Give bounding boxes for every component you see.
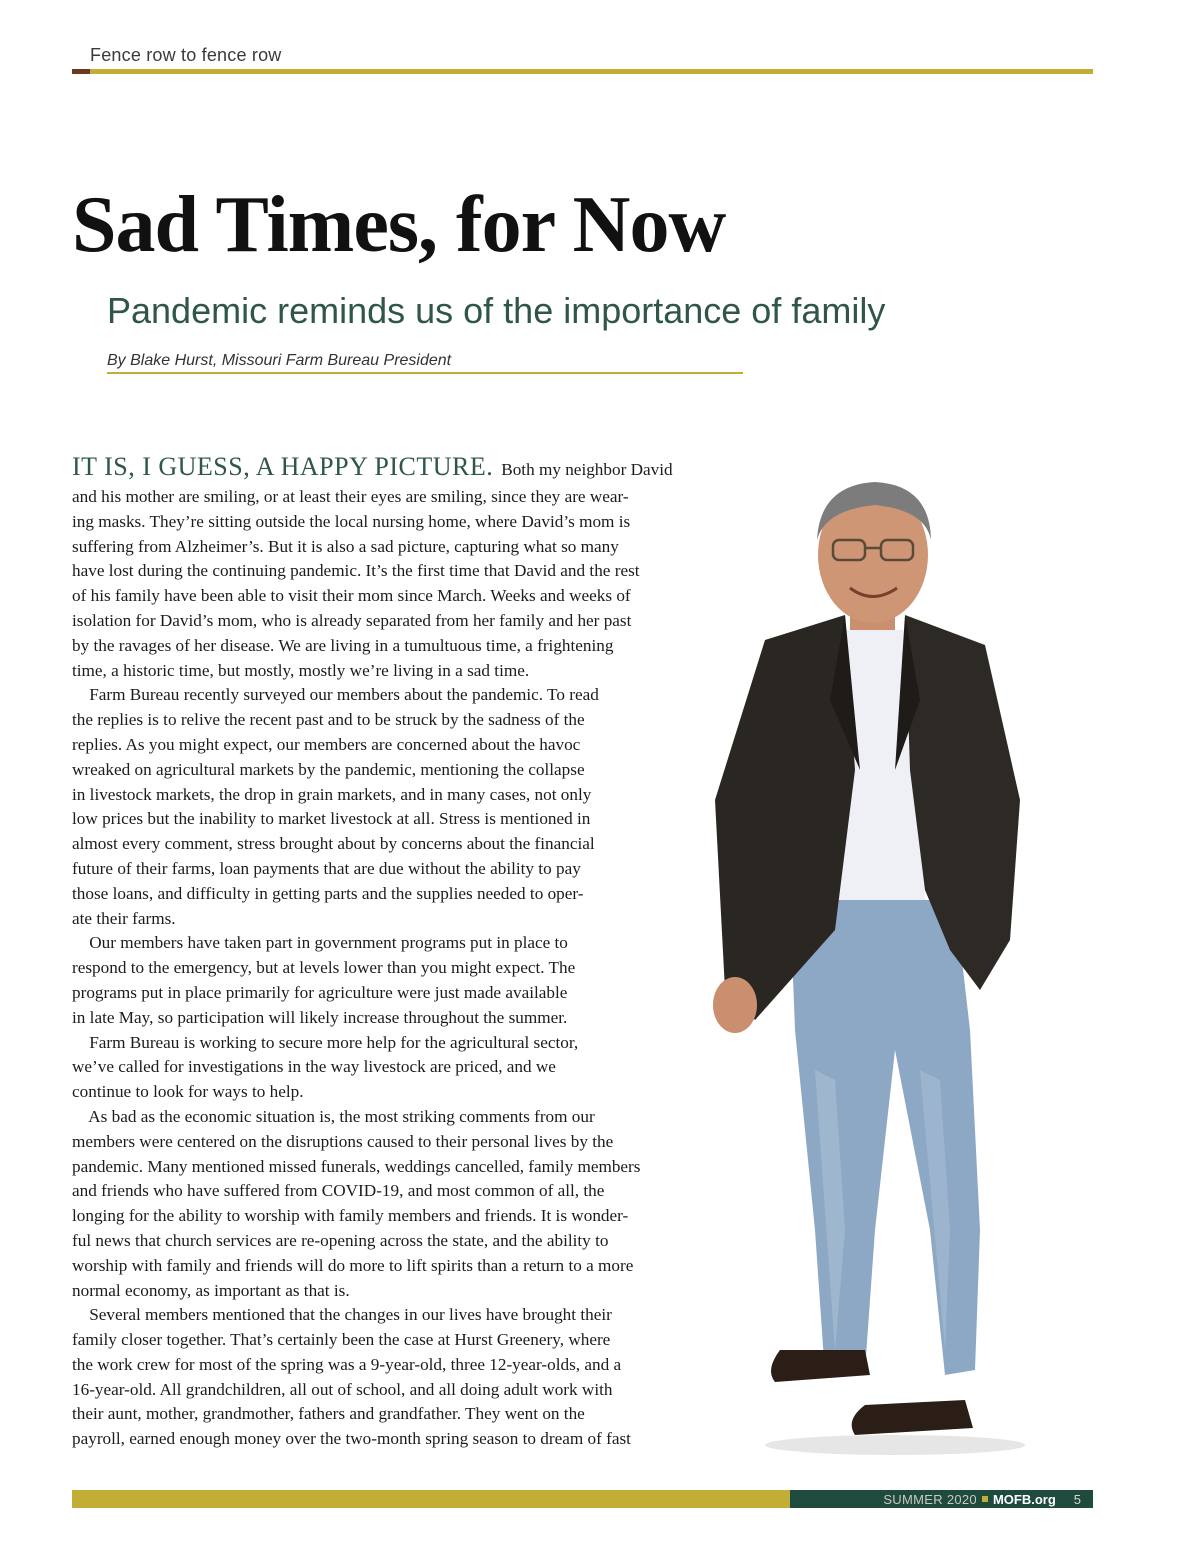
footer-website-link[interactable]: MOFB.org — [992, 1491, 1056, 1507]
article-line: worship with family and friends will do more to lift spirits than a return to a more — [72, 1255, 634, 1275]
article-body — [72, 452, 752, 1452]
article-line: in late May, so participation will likely increase throughout the summer. — [72, 1007, 568, 1027]
article-line: family closer together. That’s certainly been the case at Hurst Greenery, where — [72, 1330, 611, 1350]
footer-separator-icon — [982, 1496, 988, 1502]
article-line: of his family have been able to visit their mom since March. Weeks and weeks of — [72, 586, 631, 606]
article-line: normal economy, as important as that is. — [72, 1280, 350, 1300]
article-title: Sad Times, for Now — [72, 181, 726, 269]
article-line: ate their farms. — [72, 908, 176, 928]
byline: By Blake Hurst, Missouri Farm Bureau President — [107, 352, 452, 369]
article-line: the replies is to relive the recent past and to be struck by the sadness of the — [72, 710, 585, 730]
article-line: replies. As you might expect, our members are concerned about the havoc — [72, 734, 581, 754]
article-line: ing masks. They’re sitting outside the local nursing home, where David’s mom is — [72, 511, 631, 531]
footer-issue-season: SUMMER 2020 — [883, 1491, 977, 1507]
footer-bar — [790, 1490, 1093, 1508]
article-line: low prices but the inability to market livestock at all. Stress is mentioned in — [72, 809, 591, 829]
article-line: pandemic. Many mentioned missed funerals, weddings cancelled, family members — [72, 1156, 641, 1176]
article-subtitle: Pandemic reminds us of the importance of family — [107, 290, 886, 331]
article-line: 16-year-old. All grandchildren, all out of school, and all doing adult work with — [72, 1379, 613, 1399]
article-line: in livestock markets, the drop in grain markets, and in many cases, not only — [72, 784, 592, 804]
lead-in: IT IS, I GUESS, A HAPPY PICTURE. — [72, 452, 494, 481]
article-line: have lost during the continuing pandemic. It’s the first time that David and the rest — [72, 561, 640, 581]
article-line: we’ve called for investigations in the way livestock are priced, and we — [72, 1057, 556, 1077]
article-line: As bad as the economic situation is, the most striking comments from our — [72, 1106, 595, 1126]
article-line: by the ravages of her disease. We are living in a tumultuous time, a frightening — [72, 635, 614, 655]
article-line-text: Both my neighbor David — [501, 460, 673, 479]
article-line: longing for the ability to worship with family members and friends. It is wonder- — [72, 1206, 629, 1226]
header-rule — [72, 69, 1093, 74]
article-line: respond to the emergency, but at levels lower than you might expect. The — [72, 958, 576, 978]
article-line: suffering from Alzheimer’s. But it is also a sad picture, capturing what so many — [72, 536, 619, 556]
article-line: Our members have taken part in government programs put in place to — [72, 933, 568, 953]
article-line: time, a historic time, but mostly, mostly we’re living in a sad time. — [72, 660, 530, 680]
article-line: almost every comment, stress brought about by concerns about the financial — [72, 834, 595, 854]
article-line: and his mother are smiling, or at least their eyes are smiling, since they are wear- — [72, 487, 629, 506]
header-rule-accent — [72, 69, 90, 74]
article-line: those loans, and difficulty in getting parts and the supplies needed to oper- — [72, 883, 584, 903]
article-line: payroll, earned enough money over the two-month spring season to dream of fast — [72, 1429, 631, 1449]
article-line: their aunt, mother, grandmother, fathers and grandfather. They went on the — [72, 1404, 585, 1424]
section-label: Fence row to fence row — [90, 45, 282, 65]
article-line: continue to look for ways to help. — [72, 1082, 304, 1102]
article-line: programs put in place primarily for agriculture were just made available — [72, 982, 568, 1002]
article-line — [72, 452, 752, 485]
article-line: Farm Bureau is working to secure more help for the agricultural sector, — [72, 1032, 579, 1052]
byline-rule — [107, 372, 743, 374]
article-line: isolation for David’s mom, who is already separated from her family and her past — [72, 610, 632, 630]
article-line: Farm Bureau recently surveyed our members about the pandemic. To read — [72, 685, 599, 705]
article-line: members were centered on the disruptions caused to their personal lives by the — [72, 1131, 614, 1151]
article-line: wreaked on agricultural markets by the pandemic, mentioning the collapse — [72, 759, 585, 779]
article-line: future of their farms, loan payments that are due without the ability to pay — [72, 858, 581, 878]
article-line: and friends who have suffered from COVID-19, and most common of all, the — [72, 1181, 605, 1201]
footer-rule — [72, 1490, 790, 1508]
article-line: ful news that church services are re-opening across the state, and the ability to — [72, 1230, 609, 1250]
page-number: 5 — [1073, 1491, 1081, 1507]
article-line: the work crew for most of the spring was a 9-year-old, three 12-year-olds, and a — [72, 1354, 622, 1374]
article-line: Several members mentioned that the changes in our lives have brought their — [72, 1305, 612, 1325]
